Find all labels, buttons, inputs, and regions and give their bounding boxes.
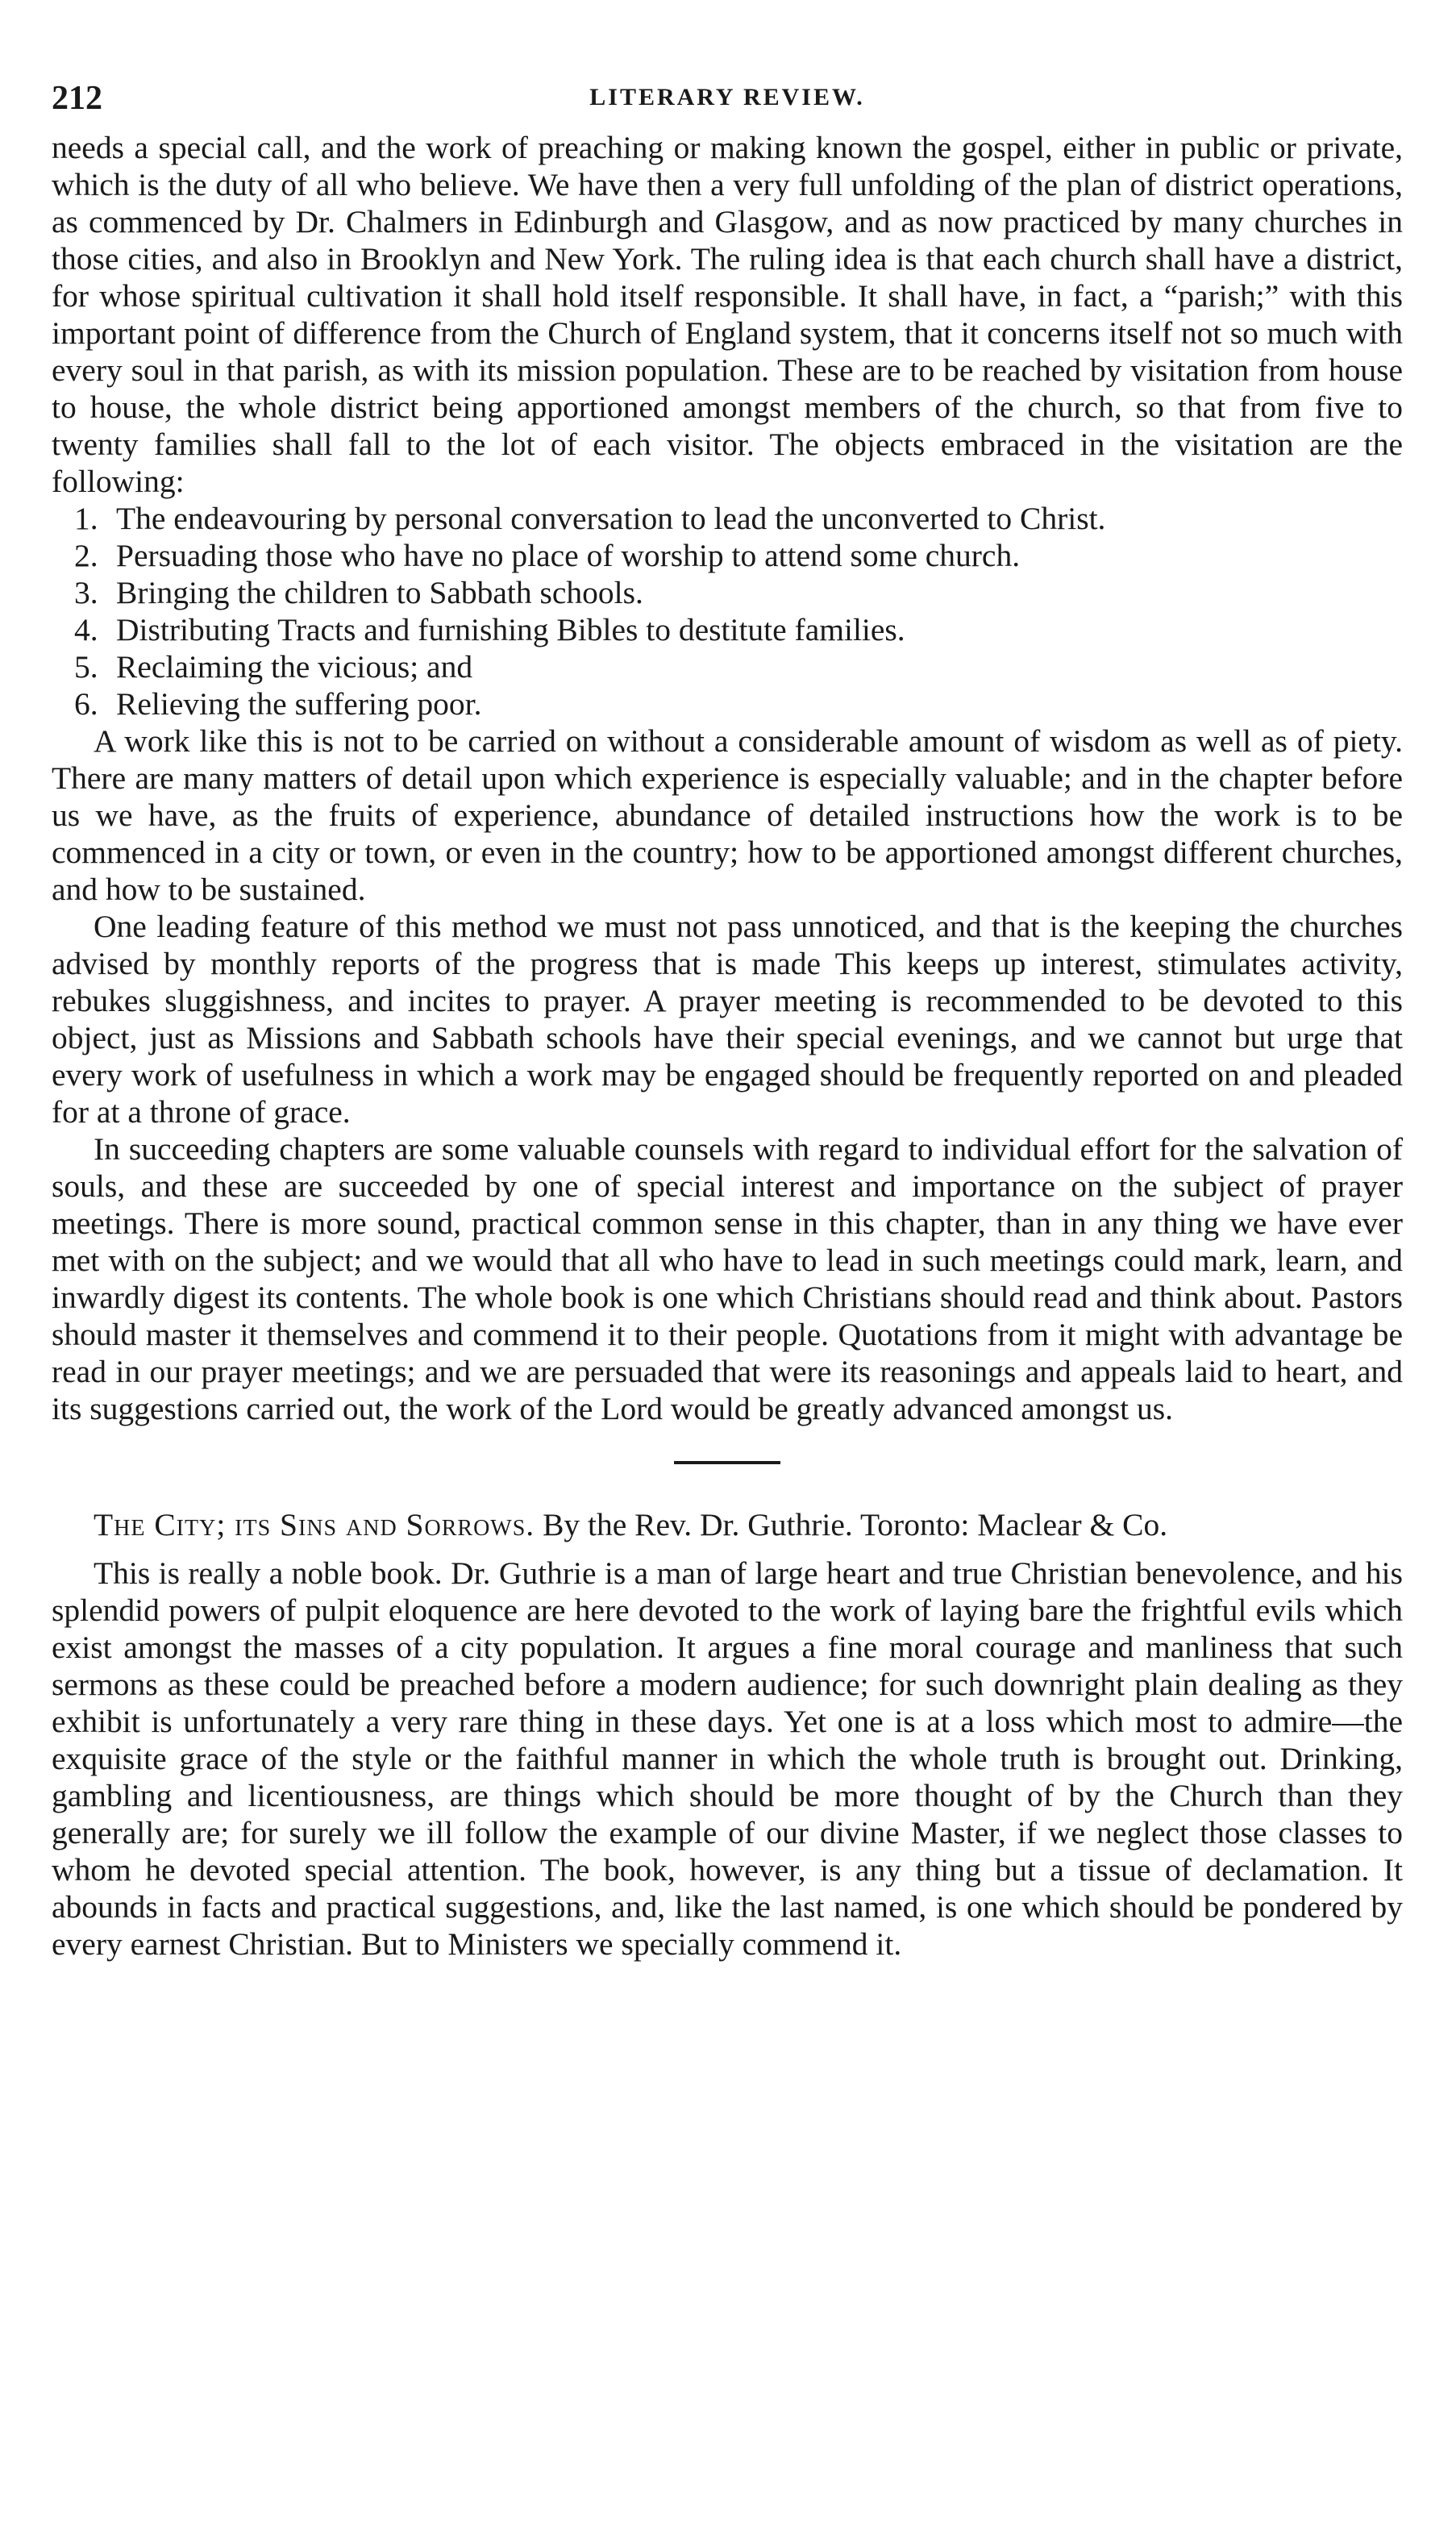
list-item bbox=[74, 537, 1403, 574]
list-item-number: 2. bbox=[74, 538, 98, 573]
list-item-number: 4. bbox=[74, 612, 98, 647]
book-byline: By the Rev. Dr. Guthrie. bbox=[543, 1507, 853, 1542]
list-item-text: The endeavouring by personal conversation to lead the unconverted to Christ. bbox=[116, 501, 1106, 536]
book-publisher: Toronto: Maclear & Co. bbox=[859, 1507, 1168, 1542]
list-item-number: 6. bbox=[74, 686, 98, 722]
book-title: The City; its Sins and Sorrows. bbox=[94, 1507, 535, 1542]
list-item bbox=[74, 611, 1403, 648]
list-item-number: 1. bbox=[74, 501, 98, 536]
list-item-number: 3. bbox=[74, 575, 98, 610]
page-header bbox=[52, 56, 1403, 129]
section-divider bbox=[674, 1461, 780, 1464]
review-heading bbox=[52, 1506, 1403, 1543]
visitation-objects-list bbox=[52, 500, 1403, 722]
list-item-text: Relieving the suffering poor. bbox=[116, 686, 482, 722]
list-item-text: Distributing Tracts and furnishing Bibles to destitute families. bbox=[116, 612, 905, 647]
review-paragraph: A work like this is not to be carried on without a considerable amount of wisdom as well as of piety. There are many matters of detail upon which experience is especially valuable; and in the chapter before us we have, as the fruits of experience, abundance of detailed instructions how the work is to be commenced in a city or town, or even in the country; how to be apportioned amongst different churches, and how to be sustained. bbox=[52, 723, 1403, 907]
list-item-text: Persuading those who have no place of worship to attend some church. bbox=[116, 538, 1021, 573]
page-number: 212 bbox=[52, 80, 102, 117]
list-item-text: Bringing the children to Sabbath schools. bbox=[116, 575, 643, 610]
list-item bbox=[74, 648, 1403, 685]
first-review bbox=[52, 129, 1403, 1427]
review-paragraph: This is really a noble book. Dr. Guthrie is a man of large heart and true Christian benevolence, and his splendid powers of pulpit eloquence are here devoted to the work of laying bare the frightful evils which exist amongst the masses of a city population. It argues a fine moral courage and manliness that such sermons as these could be preached before a modern audience; for such downright plain dealing as they exhibit is unfortunately a very rare thing in these days. Yet one is at a loss which most to admire—the exquisite grace of the style or the faithful manner in which the whole truth is brought out. Drinking, gambling and licentiousness, are things which should be more thought of by the Church than they generally are; for surely we ill follow the example of our divine Master, if we neglect those classes to whom he devoted special attention. The book, however, is any thing but a tissue of declamation. It abounds in facts and practical suggestions, and, like the last named, is one which should be pondered by every earnest Christian. But to Ministers we specially commend it. bbox=[52, 1555, 1403, 1962]
review-paragraph: In succeeding chapters are some valuable counsels with regard to individual effort for the salvation of souls, and these are succeeded by one of special interest and importance on the subject of prayer meetings. There is more sound, practical common sense in this chapter, than in any thing we have ever met with on the subject; and we would that all who have to lead in such meetings could mark, learn, and inwardly digest its contents. The whole book is one which Christians should read and think about. Pastors should master it themselves and commend it to their people. Quotations from it might with advantage be read in our prayer meetings; and we are persuaded that were its reasonings and appeals laid to heart, and its suggestions carried out, the work of the Lord would be greatly advanced amongst us. bbox=[52, 1131, 1403, 1426]
review-paragraph: needs a special call, and the work of preaching or making known the gospel, either in public or private, which is the duty of all who believe. We have then a very full unfolding of the plan of district operations, as commenced by Dr. Chalmers in Edinburgh and Glasgow, and as now practiced by many churches in those cities, and also in Brooklyn and New York. The ruling idea is that each church shall have a district, for whose spiritual cultivation it shall hold itself responsible. It shall have, in fact, a “parish;” with this important point of difference from the Church of England system, that it concerns itself not so much with every soul in that parish, as with its mission population. These are to be reached by visitation from house to house, the whole district being apportioned amongst members of the church, so that from five to twenty families shall fall to the lot of each visitor. The objects embraced in the visitation are the following: bbox=[52, 130, 1403, 499]
book-page bbox=[52, 56, 1403, 1963]
list-item bbox=[74, 685, 1403, 722]
list-item-number: 5. bbox=[74, 649, 98, 685]
list-item bbox=[74, 574, 1403, 611]
list-item-text: Reclaiming the vicious; and bbox=[116, 649, 473, 685]
list-item bbox=[74, 500, 1403, 537]
running-head: LITERARY REVIEW. bbox=[589, 84, 865, 110]
second-review bbox=[52, 1506, 1403, 1963]
review-paragraph: One leading feature of this method we must not pass unnoticed, and that is the keeping the churches advised by monthly reports of the progress that is made This keeps up interest, stimulates activity, rebukes sluggishness, and incites to prayer. A prayer meeting is recommended to be devoted to this object, just as Missions and Sabbath schools have their special evenings, and we cannot but urge that every work of usefulness in which a work may be engaged should be frequently reported on and pleaded for at a throne of grace. bbox=[52, 909, 1403, 1130]
